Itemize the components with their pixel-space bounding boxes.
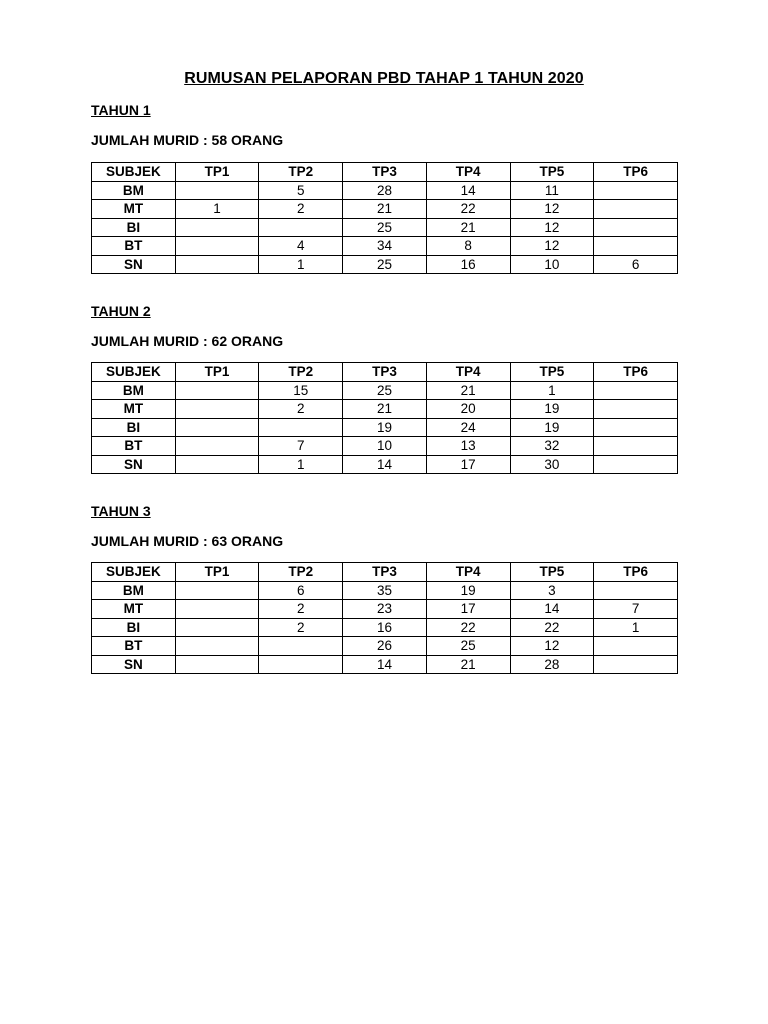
subject-cell: BI — [92, 618, 176, 637]
tp2-cell: 6 — [259, 581, 343, 600]
tp1-cell: 1 — [175, 200, 259, 219]
tp3-cell: 14 — [343, 655, 427, 674]
tp5-cell: 12 — [510, 218, 594, 237]
column-header-tp5: TP5 — [510, 563, 594, 582]
tp4-cell: 22 — [426, 618, 510, 637]
tp5-cell: 28 — [510, 655, 594, 674]
tp6-cell — [594, 200, 678, 219]
column-header-tp6: TP6 — [594, 363, 678, 382]
tp1-cell — [175, 581, 259, 600]
column-header-tp6: TP6 — [594, 563, 678, 582]
tp1-cell — [175, 237, 259, 256]
tp5-cell: 19 — [510, 418, 594, 437]
tp1-cell — [175, 637, 259, 656]
tp2-cell: 2 — [259, 400, 343, 419]
tp3-cell: 26 — [343, 637, 427, 656]
tp5-cell: 12 — [510, 637, 594, 656]
column-header-subjek: SUBJEK — [92, 563, 176, 582]
tp6-cell — [594, 381, 678, 400]
tp1-cell — [175, 381, 259, 400]
tp5-cell: 32 — [510, 437, 594, 456]
column-header-tp5: TP5 — [510, 363, 594, 382]
tp4-cell: 21 — [426, 218, 510, 237]
column-header-tp2: TP2 — [259, 163, 343, 182]
section-heading-tahun-3: TAHUN 3 — [91, 503, 151, 519]
subject-cell: BT — [92, 437, 176, 456]
column-header-tp6: TP6 — [594, 163, 678, 182]
tp3-cell: 21 — [343, 200, 427, 219]
subject-cell: BI — [92, 218, 176, 237]
tp4-cell: 25 — [426, 637, 510, 656]
subject-cell: BM — [92, 381, 176, 400]
tp6-cell: 1 — [594, 618, 678, 637]
tp6-cell — [594, 418, 678, 437]
tp6-cell: 6 — [594, 255, 678, 274]
tp4-cell: 14 — [426, 181, 510, 200]
subject-cell: BT — [92, 637, 176, 656]
tp4-cell: 24 — [426, 418, 510, 437]
section-heading-tahun-2: TAHUN 2 — [91, 303, 151, 319]
tp2-cell — [259, 637, 343, 656]
column-header-tp3: TP3 — [343, 363, 427, 382]
table-header-row — [92, 163, 678, 182]
tp3-cell: 25 — [343, 381, 427, 400]
tp1-cell — [175, 455, 259, 474]
tp6-cell — [594, 581, 678, 600]
subject-cell: BI — [92, 418, 176, 437]
tp2-cell: 1 — [259, 255, 343, 274]
column-header-tp4: TP4 — [426, 163, 510, 182]
table-row — [92, 418, 678, 437]
column-header-tp1: TP1 — [175, 363, 259, 382]
tp3-cell: 10 — [343, 437, 427, 456]
column-header-subjek: SUBJEK — [92, 163, 176, 182]
tp4-cell: 21 — [426, 655, 510, 674]
tp4-cell: 8 — [426, 237, 510, 256]
subject-cell: BM — [92, 181, 176, 200]
tp3-cell: 25 — [343, 218, 427, 237]
tp5-cell: 12 — [510, 237, 594, 256]
tp3-cell: 21 — [343, 400, 427, 419]
subject-cell: MT — [92, 200, 176, 219]
table-row — [92, 400, 678, 419]
tp5-cell: 30 — [510, 455, 594, 474]
column-header-tp3: TP3 — [343, 163, 427, 182]
tp3-cell: 35 — [343, 581, 427, 600]
tp1-cell — [175, 181, 259, 200]
tp6-cell — [594, 218, 678, 237]
tp5-cell: 11 — [510, 181, 594, 200]
table-row — [92, 181, 678, 200]
tp2-cell — [259, 418, 343, 437]
tp4-cell: 13 — [426, 437, 510, 456]
tp2-cell: 15 — [259, 381, 343, 400]
tp6-cell — [594, 237, 678, 256]
tp3-cell: 23 — [343, 600, 427, 619]
tp5-cell: 19 — [510, 400, 594, 419]
tp3-cell: 16 — [343, 618, 427, 637]
student-total-tahun-1: JUMLAH MURID : 58 ORANG — [91, 132, 284, 148]
table-header-row — [92, 363, 678, 382]
table-row — [92, 237, 678, 256]
results-table-tahun-1 — [91, 162, 678, 274]
tp1-cell — [175, 218, 259, 237]
tp4-cell: 16 — [426, 255, 510, 274]
tp5-cell: 22 — [510, 618, 594, 637]
subject-cell: MT — [92, 600, 176, 619]
table-row — [92, 637, 678, 656]
tp2-cell: 4 — [259, 237, 343, 256]
tp6-cell — [594, 400, 678, 419]
tp3-cell: 25 — [343, 255, 427, 274]
tp6-cell — [594, 637, 678, 656]
table-row — [92, 618, 678, 637]
tp6-cell — [594, 437, 678, 456]
tp2-cell: 7 — [259, 437, 343, 456]
tp5-cell: 14 — [510, 600, 594, 619]
table-row — [92, 381, 678, 400]
tp1-cell — [175, 437, 259, 456]
tp4-cell: 17 — [426, 600, 510, 619]
tp2-cell: 2 — [259, 618, 343, 637]
column-header-tp3: TP3 — [343, 563, 427, 582]
tp2-cell — [259, 655, 343, 674]
tp2-cell: 1 — [259, 455, 343, 474]
table-row — [92, 600, 678, 619]
tp6-cell — [594, 181, 678, 200]
tp6-cell — [594, 455, 678, 474]
tp5-cell: 1 — [510, 381, 594, 400]
subject-cell: SN — [92, 655, 176, 674]
tp3-cell: 19 — [343, 418, 427, 437]
tp4-cell: 17 — [426, 455, 510, 474]
tp2-cell: 2 — [259, 600, 343, 619]
subject-cell: BT — [92, 237, 176, 256]
tp3-cell: 28 — [343, 181, 427, 200]
tp5-cell: 3 — [510, 581, 594, 600]
tp1-cell — [175, 655, 259, 674]
column-header-subjek: SUBJEK — [92, 363, 176, 382]
document-title: RUMUSAN PELAPORAN PBD TAHAP 1 TAHUN 2020 — [184, 70, 584, 87]
tp2-cell: 2 — [259, 200, 343, 219]
tp1-cell — [175, 255, 259, 274]
table-row — [92, 655, 678, 674]
subject-cell: SN — [92, 255, 176, 274]
tp4-cell: 22 — [426, 200, 510, 219]
results-table-tahun-3 — [91, 562, 678, 674]
section-heading-tahun-1: TAHUN 1 — [91, 102, 151, 118]
tp1-cell — [175, 600, 259, 619]
column-header-tp4: TP4 — [426, 563, 510, 582]
results-table-tahun-2 — [91, 362, 678, 474]
table-row — [92, 218, 678, 237]
subject-cell: SN — [92, 455, 176, 474]
column-header-tp4: TP4 — [426, 363, 510, 382]
column-header-tp2: TP2 — [259, 363, 343, 382]
student-total-tahun-3: JUMLAH MURID : 63 ORANG — [91, 533, 284, 549]
column-header-tp1: TP1 — [175, 563, 259, 582]
tp4-cell: 19 — [426, 581, 510, 600]
tp4-cell: 21 — [426, 381, 510, 400]
tp3-cell: 14 — [343, 455, 427, 474]
column-header-tp1: TP1 — [175, 163, 259, 182]
table-row — [92, 455, 678, 474]
column-header-tp5: TP5 — [510, 163, 594, 182]
table-row — [92, 200, 678, 219]
table-header-row — [92, 563, 678, 582]
subject-cell: MT — [92, 400, 176, 419]
tp2-cell — [259, 218, 343, 237]
tp2-cell: 5 — [259, 181, 343, 200]
student-total-tahun-2: JUMLAH MURID : 62 ORANG — [91, 333, 284, 349]
tp1-cell — [175, 418, 259, 437]
column-header-tp2: TP2 — [259, 563, 343, 582]
tp3-cell: 34 — [343, 237, 427, 256]
tp1-cell — [175, 618, 259, 637]
tp5-cell: 10 — [510, 255, 594, 274]
table-row — [92, 437, 678, 456]
tp6-cell: 7 — [594, 600, 678, 619]
tp5-cell: 12 — [510, 200, 594, 219]
subject-cell: BM — [92, 581, 176, 600]
table-row — [92, 581, 678, 600]
tp4-cell: 20 — [426, 400, 510, 419]
tp6-cell — [594, 655, 678, 674]
tp1-cell — [175, 400, 259, 419]
table-row — [92, 255, 678, 274]
